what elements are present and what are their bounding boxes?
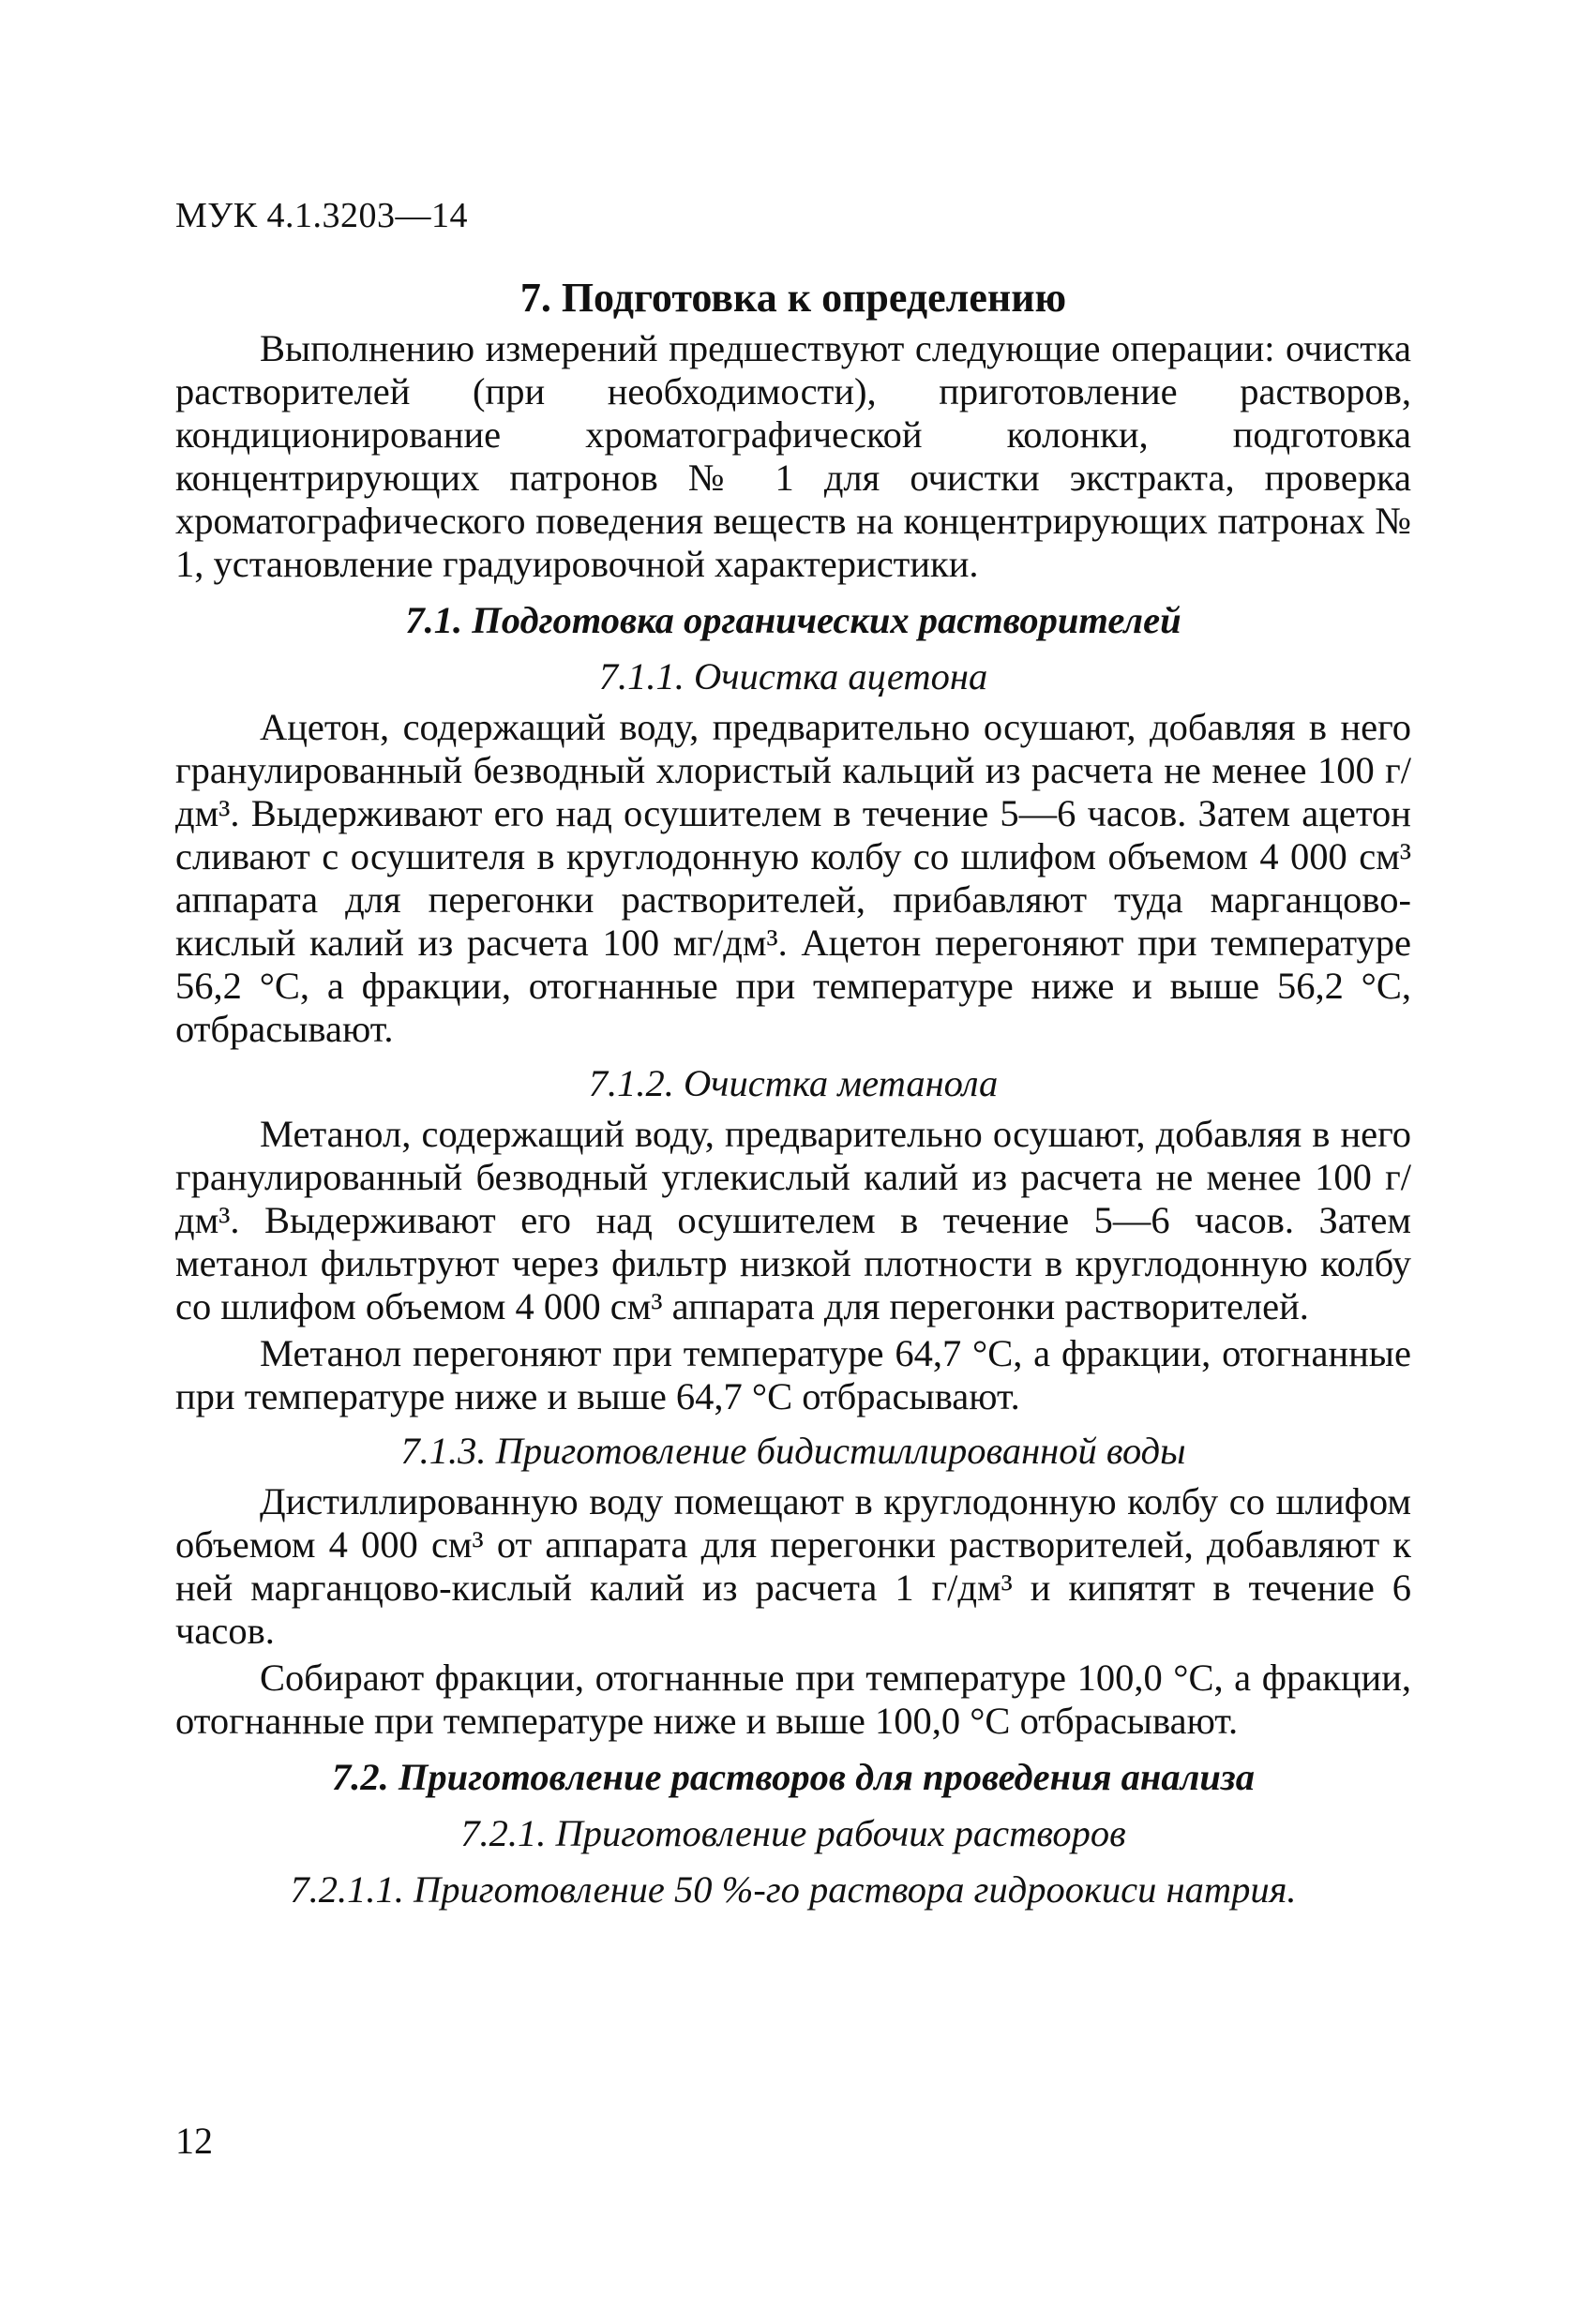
section-7-2-title: 7.2. Приготовление растворов для проведения анализа xyxy=(332,1756,1255,1798)
document-code: МУК 4.1.3203—14 xyxy=(175,196,469,235)
section-7-1-3-title: 7.1.3. Приготовление бидистиллированной воды xyxy=(400,1430,1186,1472)
section-7-1-1-paragraph: Ацетон, содержащий воду, предварительно осушают, добавляя в него гранулированный безводный хлористый кальций из расчета не менее 100 г/дм³. Выдерживают его над осушителем в течение 5—6 часов. Затем ацетон сливают с осушителя в круглодонную колбу со шлифом объемом 4 000 см³ аппарата для перегонки растворителей, прибавляют туда марганцово-кислый калий из расчета 100 мг/дм³. Ацетон перегоняют при температуре 56,2 °С, а фракции, отогнанные при температуре ниже и выше 56,2 °С, отбрасывают. xyxy=(175,706,1411,1050)
section-7-intro: Выполнению измерений предшествуют следующие операции: очистка растворителей (при необходимости), приготовление растворов, кондиционирование хроматографической колонки, подготовка концентрирующих патронов № 1 для очистки экстракта, проверка хроматографического поведения веществ на концентрирующих патронах № 1, установление градуировочной характеристики. xyxy=(175,327,1411,585)
section-7-1-3-paragraph-1: Дистиллированную воду помещают в круглодонную колбу со шлифом объемом 4 000 см³ от аппарата для перегонки растворителей, добавляют к ней марганцово-кислый калий из расчета 1 г/дм³ и кипятят в течение 6 часов. xyxy=(175,1480,1411,1652)
section-7-2-1-1-title: 7.2.1.1. Приготовление 50 %-го раствора гидроокиси натрия. xyxy=(290,1868,1297,1911)
page-body xyxy=(175,274,1411,1919)
section-7-1-1-title: 7.1.1. Очистка ацетона xyxy=(598,655,988,697)
section-7-1-2-title: 7.1.2. Очистка метанола xyxy=(588,1062,999,1104)
section-7-1-2-paragraph-1: Метанол, содержащий воду, предварительно осушают, добавляя в него гранулированный безводный углекислый калий из расчета не менее 100 г/дм³. Выдерживают его над осушителем в течение 5—6 часов. Затем метанол фильтруют через фильтр низкой плотности в круглодонную колбу со шлифом объемом 4 000 см³ аппарата для перегонки растворителей. xyxy=(175,1113,1411,1327)
section-7-1-3-paragraph-2: Собирают фракции, отогнанные при температуре 100,0 °С, а фракции, отогнанные при температуре ниже и выше 100,0 °С отбрасывают. xyxy=(175,1657,1411,1742)
section-7-2-1-title: 7.2.1. Приготовление рабочих растворов xyxy=(460,1812,1126,1854)
section-7-1-title: 7.1. Подготовка органических растворителей xyxy=(405,599,1181,641)
section-7-1-2-paragraph-2: Метанол перегоняют при температуре 64,7 °С, а фракции, отогнанные при температуре ниже и выше 64,7 °С отбрасывают. xyxy=(175,1332,1411,1417)
page-number: 12 xyxy=(175,2120,213,2162)
section-7-title: 7. Подготовка к определению xyxy=(519,275,1067,321)
